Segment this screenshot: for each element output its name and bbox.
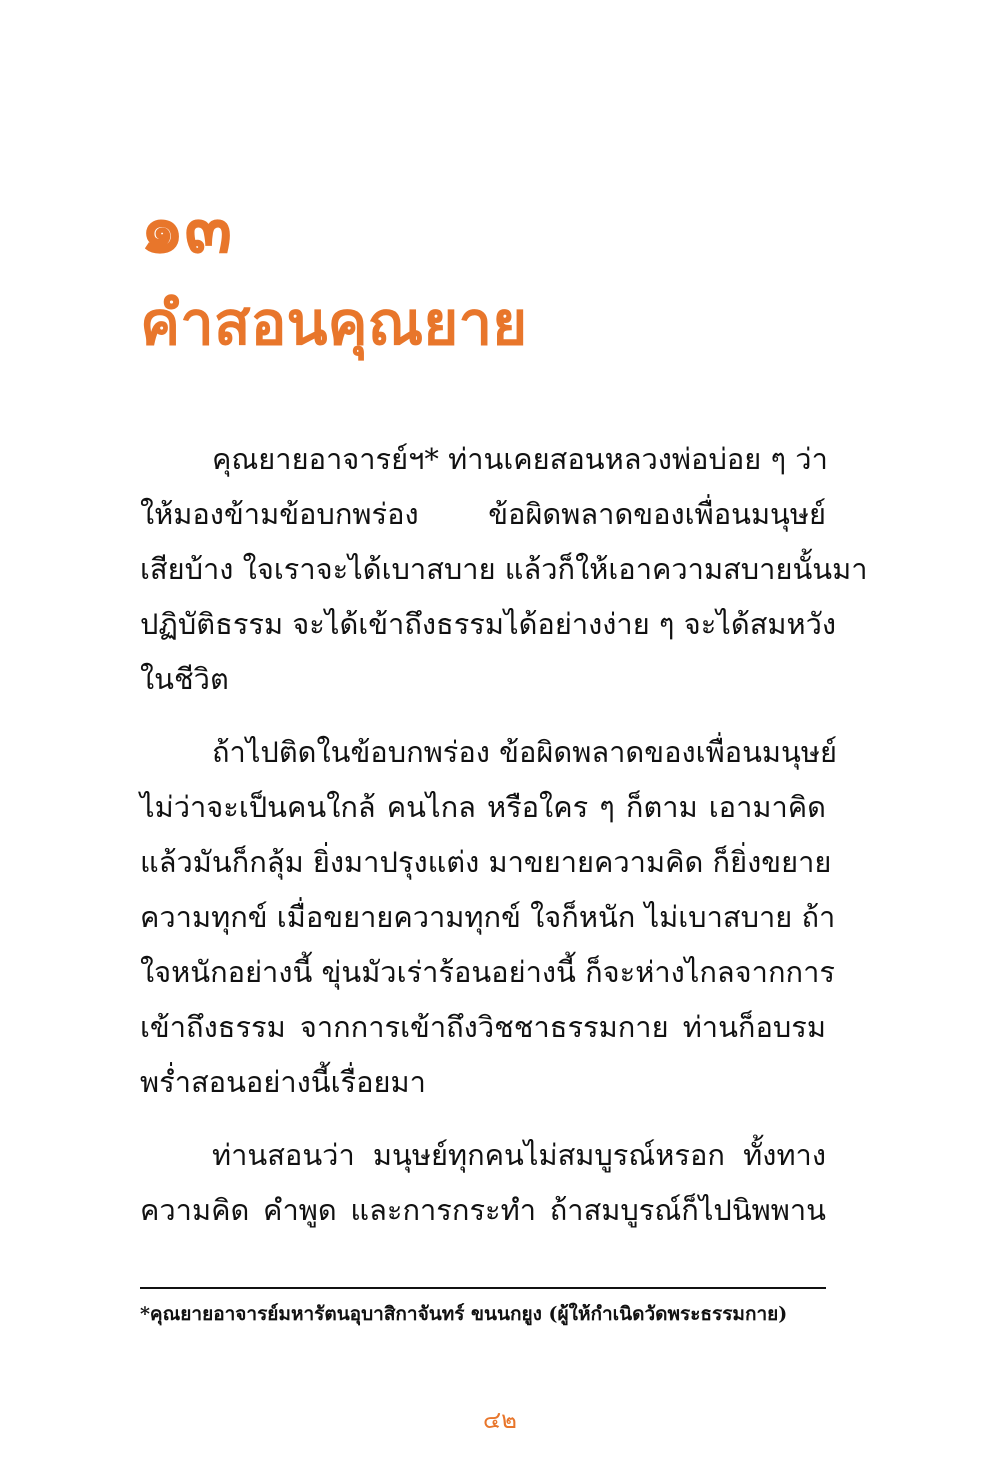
text-line: ในชีวิต [140,662,229,696]
text-line: ความทุกข์ เมื่อขยายความทุกข์ ใจก็หนัก ไม่เบาสบาย ถ้า [140,900,836,934]
text-line: แล้วมันก็กลุ้ม ยิ่งมาปรุงแต่ง มาขยายความคิด ก็ยิ่งขยาย [140,845,832,879]
text-line: เข้าถึงธรรม จากการเข้าถึงวิชชาธรรมกาย ท่านก็อบรม [140,1010,826,1044]
text-line: พร่ำสอนอย่างนี้เรื่อยมา [140,1065,426,1099]
body-text [140,432,868,1256]
paragraph-1 [140,432,868,707]
text-line: ไม่ว่าจะเป็นคนใกล้ คนไกล หรือใคร ๆ ก็ตาม เอามาคิด [140,790,826,824]
footnote: *คุณยายอาจารย์มหารัตนอุบาสิกาจันทร์ ขนนกยูง (ผู้ให้กำเนิดวัดพระธรรมกาย) [140,1303,788,1325]
text-line: ความคิด คำพูด และการกระทำ ถ้าสมบูรณ์ก็ไปนิพพาน [140,1193,826,1227]
text-line: ถ้าไปติดในข้อบกพร่อง ข้อผิดพลาดของเพื่อนมนุษย์ [212,735,837,769]
chapter-title: คำสอนคุณยาย [140,289,528,359]
text-line: ใจหนักอย่างนี้ ขุ่นมัวเร่าร้อนอย่างนี้ ก็จะห่างไกลจากการ [140,955,835,989]
footnote-divider [140,1287,826,1289]
paragraph-2 [140,725,837,1110]
page-number: ๔๒ [483,1406,517,1434]
text-line: ท่านสอนว่า มนุษย์ทุกคนไม่สมบูรณ์หรอก ทั้งทาง [212,1138,826,1172]
text-line: ให้มองข้ามข้อบกพร่อง ข้อผิดพลาดของเพื่อนมนุษย์ [140,497,826,531]
text-line: เสียบ้าง ใจเราจะได้เบาสบาย แล้วก็ให้เอาความสบายนั้นมา [140,552,868,586]
text-line: ปฏิบัติธรรม จะได้เข้าถึงธรรมได้อย่างง่าย ๆ จะได้สมหวัง [140,607,837,641]
chapter-number: ๑๓ [140,187,233,269]
text-line: คุณยายอาจารย์ฯ* ท่านเคยสอนหลวงพ่อบ่อย ๆ ว่า [212,442,828,476]
paragraph-3 [140,1128,826,1238]
